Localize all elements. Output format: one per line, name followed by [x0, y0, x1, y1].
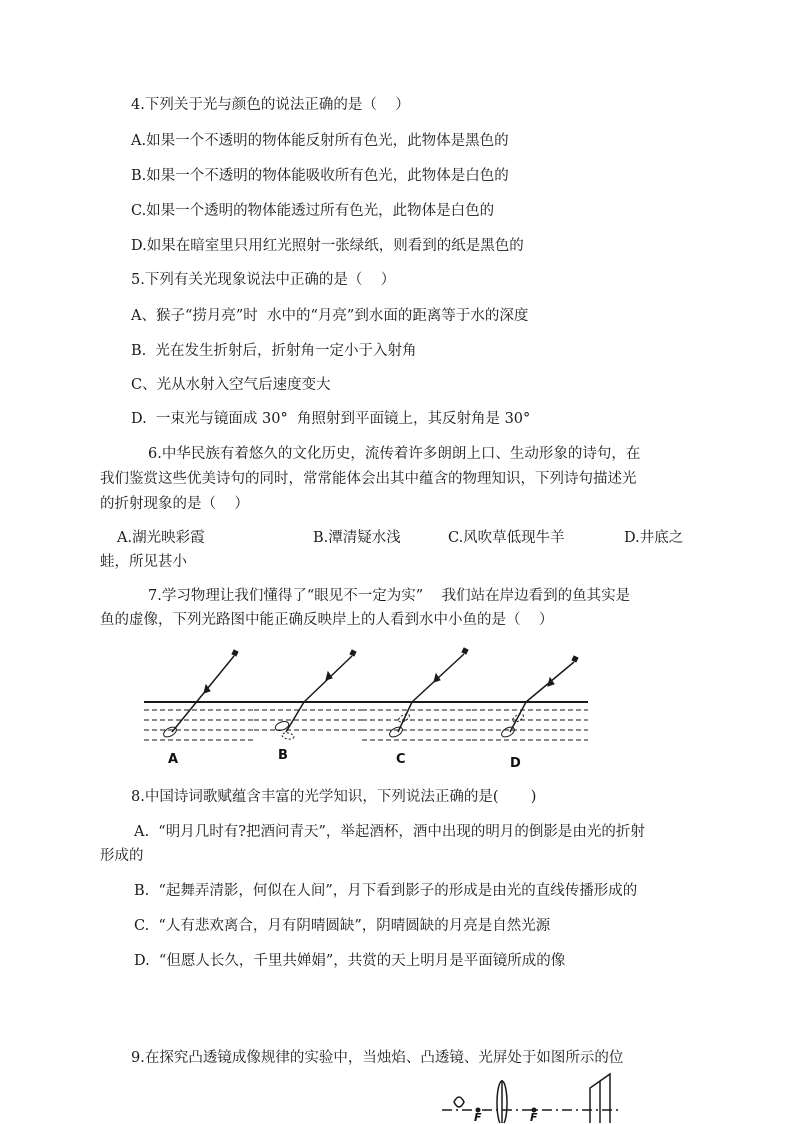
candle-flame-icon	[454, 1097, 464, 1107]
question-6-stem-line-2: 我们鉴赏这些优美诗句的同时，常常能体会出其中蕴含的物理知识，下列诗句描述光	[100, 471, 637, 487]
figure-label-d: D	[510, 756, 521, 771]
question-6-option-b: B.潭清疑水浅	[313, 530, 401, 546]
question-8-option-d: D. “但愿人长久，千里共婵娟”，共赏的天上明月是平面镜所成的像	[134, 953, 566, 969]
question-5-stem: 5.下列有关光现象说法中正确的是（ ）	[131, 272, 396, 288]
question-8-option-a-line-2: 形成的	[100, 848, 144, 864]
question-6-option-d-wrap: 蛙，所见甚小	[100, 554, 187, 570]
question-6-option-d: D.井底之	[624, 530, 684, 546]
figure-label-a: A	[168, 752, 179, 767]
question-4-option-d: D.如果在暗室里只用红光照射一张绿纸，则看到的纸是黑色的	[131, 238, 524, 254]
question-9-stem: 9.在探究凸透镜成像规律的实验中，当烛焰、凸透镜、光屏处于如图所示的位	[131, 1050, 624, 1066]
figure-label-b: B	[278, 748, 288, 763]
question-8-option-c: C. “人有悲欢离合，月有阴晴圆缺”，阴晴圆缺的月亮是自然光源	[134, 918, 551, 934]
question-5-option-b: B. 光在发生折射后，折射角一定小于入射角	[131, 343, 417, 359]
diagram-a	[144, 650, 254, 740]
focal-point-label-left: F	[474, 1111, 482, 1124]
focal-point-label-right: F	[530, 1111, 538, 1124]
diagram-c	[362, 648, 472, 740]
question-4-option-a: A.如果一个不透明的物体能反射所有色光，此物体是黑色的	[131, 133, 509, 149]
question-4-option-c: C.如果一个透明的物体能透过所有色光，此物体是白色的	[131, 203, 495, 219]
question-8-option-b: B. “起舞弄清影，何似在人间”，月下看到影子的形成是由光的直线传播形成的	[134, 883, 638, 899]
question-5-option-c: C、光从水射入空气后速度变大	[131, 377, 331, 393]
question-6-option-c: C.风吹草低现牛羊	[448, 530, 565, 546]
question-7-stem-line-1: 7.学习物理让我们懂得了“眼见不一定为实” 我们站在岸边看到的鱼其实是	[148, 588, 631, 604]
question-7-stem-line-2: 鱼的虚像，下列光路图中能正确反映岸上的人看到水中小鱼的是（ ）	[100, 612, 554, 628]
question-4-option-b: B.如果一个不透明的物体能吸收所有色光，此物体是白色的	[131, 168, 509, 184]
question-7-figure	[130, 640, 610, 775]
question-4-stem: 4.下列关于光与颜色的说法正确的是（ ）	[131, 97, 410, 113]
diagram-b	[254, 650, 362, 740]
question-6-stem-line-3: 的折射现象的是（ ）	[100, 496, 249, 512]
question-5-option-a: A、猴子“捞月亮”时 水中的“月亮”到水面的距离等于水的深度	[131, 308, 529, 324]
question-6-option-a: A.湖光映彩霞	[117, 530, 205, 546]
question-5-option-d: D. 一束光与镜面成 30° 角照射到平面镜上，其反射角是 30°	[131, 411, 531, 427]
question-8-option-a-line-1: A. “明月几时有?把酒问青天”，举起酒杯，酒中出现的明月的倒影是由光的折射	[134, 824, 645, 840]
diagram-d	[472, 656, 588, 740]
question-6-stem-line-1: 6.中华民族有着悠久的文化历史，流传着许多朗朗上口、生动形象的诗句，在	[148, 446, 641, 462]
figure-label-c: C	[396, 752, 406, 767]
question-8-stem: 8.中国诗词歌赋蕴含丰富的光学知识，下列说法正确的是( )	[131, 789, 537, 805]
